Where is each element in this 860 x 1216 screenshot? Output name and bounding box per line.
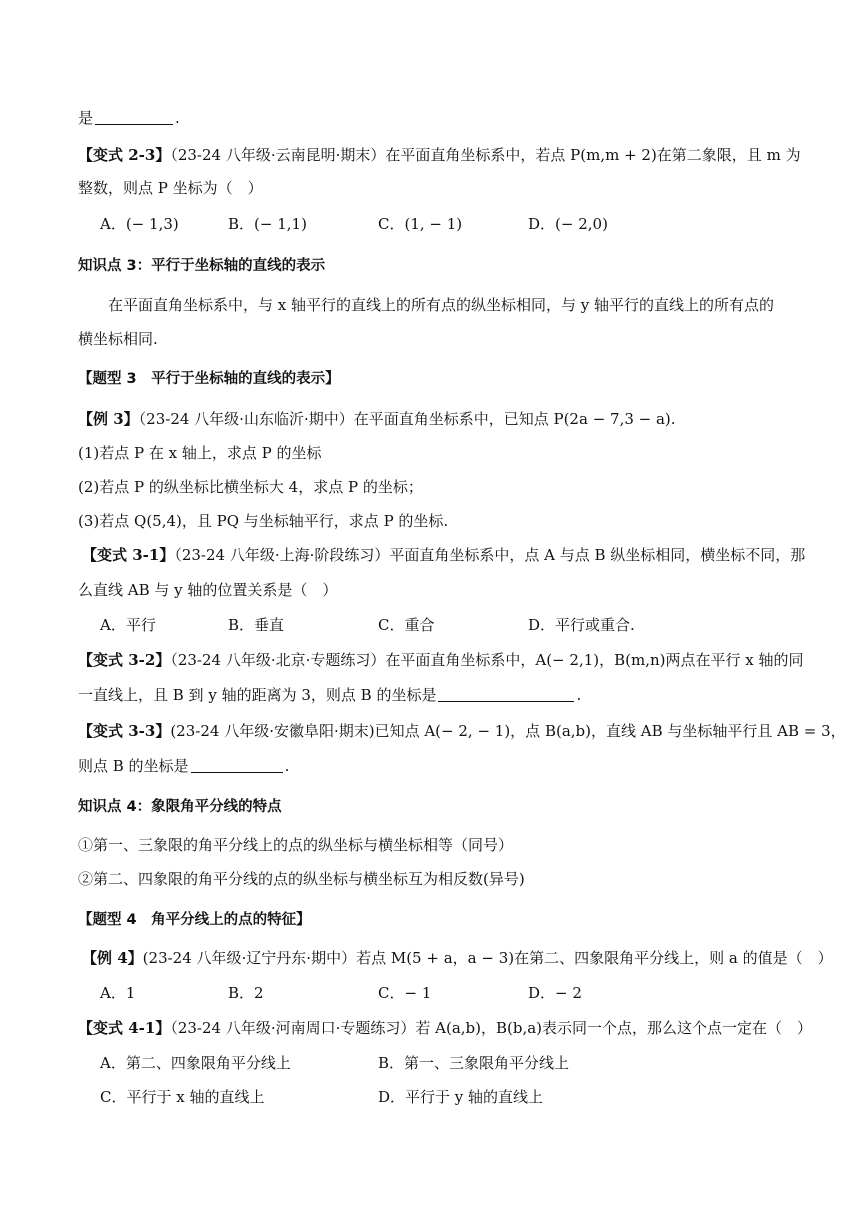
option-a: A．第二、四象限角平分线上: [100, 1054, 291, 1072]
question-text: 则点 B 的坐标是: [78, 757, 189, 775]
knowledge-point-4-text-line1: ①第一、三象限的角平分线上的点的纵坐标与横坐标相等（同号）: [78, 836, 514, 854]
option-b: B．2: [228, 984, 264, 1002]
period: .: [576, 686, 582, 704]
variant-4-1-line1: [78, 1018, 812, 1038]
answer-suffix: .: [175, 109, 180, 127]
question-text: (23-24 八年级·辽宁丹东·期中）若点 M(5 + a，a − 3)在第二、四象限角平分线上，则 a 的值是（ ）: [142, 949, 833, 967]
question-text: （23-24 八年级·上海·阶段练习）平面直角坐标系中，点 A 与点 B 纵坐标相同，横坐标不同，那: [174, 546, 806, 564]
variant-3-1-line2: 么直线 AB 与 y 轴的位置关系是（ ）: [78, 581, 338, 599]
example-3-part1: (1)若点 P 在 x 轴上，求点 P 的坐标: [78, 444, 322, 462]
variant-tag: 【变式 3-2】: [78, 651, 171, 669]
question-text: （23-24 八年级·河南周口·专题练习）若 A(a,b)，B(b,a)表示同一个点，那么这个点一定在（ ）: [170, 1019, 813, 1037]
variant-tag: 【变式 4-1】: [78, 1019, 171, 1037]
option-c: C．重合: [378, 616, 435, 634]
variant-3-3-line1: [78, 721, 846, 741]
option-a: A．1: [100, 984, 136, 1002]
knowledge-point-3-title: 知识点 3：平行于坐标轴的直线的表示: [78, 258, 326, 274]
example-3-part3: (3)若点 Q(5,4)，且 PQ 与坐标轴平行，求点 P 的坐标.: [78, 512, 449, 530]
variant-3-1-line1: [82, 545, 805, 565]
answer-blank: [438, 687, 574, 702]
option-c: C．平行于 x 轴的直线上: [100, 1088, 265, 1106]
option-b: B．垂直: [228, 616, 285, 634]
option-a: A．(− 1,3): [100, 215, 179, 233]
option-d: D．(− 2,0): [528, 215, 608, 233]
period: .: [284, 757, 290, 775]
option-d: D．平行于 y 轴的直线上: [378, 1088, 544, 1106]
variant-3-2-line1: [78, 650, 803, 670]
option-d: D．平行或重合.: [528, 616, 635, 634]
example-3-part2: (2)若点 P 的纵坐标比横坐标大 4，求点 P 的坐标；: [78, 478, 423, 496]
knowledge-point-3-text-line1: 在平面直角坐标系中，与 x 轴平行的直线上的所有点的纵坐标相同，与 y 轴平行的直线上的所有点的: [108, 296, 775, 314]
variant-tag: 【变式 3-3】: [78, 722, 171, 740]
question-text: （23-24 八年级·北京·专题练习）在平面直角坐标系中，A(− 2,1)，B(m,n)两点在平行 x 轴的同: [170, 651, 804, 669]
variant-tag: 【变式 2-3】: [78, 146, 171, 164]
question-type-4-title: 【题型 4 角平分线上的点的特征】: [78, 912, 311, 928]
question-type-3-title: 【题型 3 平行于坐标轴的直线的表示】: [78, 371, 340, 387]
example-4-line1: [82, 948, 833, 968]
example-tag: 【例 3】: [78, 410, 139, 428]
example-tag: 【例 4】: [82, 949, 143, 967]
question-text: （23-24 八年级·山东临沂·期中）在平面直角坐标系中，已知点 P(2a − 7,3 − a).: [138, 410, 676, 428]
knowledge-point-3-text-line2: 横坐标相同.: [78, 330, 158, 348]
variant-tag: 【变式 3-1】: [82, 546, 175, 564]
variant-2-3-line2: 整数，则点 P 坐标为（ ）: [78, 179, 263, 197]
answer-blank: [191, 758, 283, 773]
option-c: C．− 1: [378, 984, 432, 1002]
knowledge-point-4-text-line2: ②第二、四象限的角平分线的点的纵坐标与横坐标互为相反数(异号): [78, 870, 525, 888]
knowledge-point-4-title: 知识点 4：象限角平分线的特点: [78, 799, 282, 815]
question-text: 一直线上，且 B 到 y 轴的距离为 3，则点 B 的坐标是: [78, 686, 437, 704]
continued-answer-line: [78, 108, 180, 128]
option-a: A．平行: [100, 616, 156, 634]
variant-3-3-line2: [78, 756, 289, 776]
question-text: (23-24 八年级·安徽阜阳·期末)已知点 A(− 2, − 1)，点 B(a,b)，直线 AB 与坐标轴平行且 AB = 3，: [170, 722, 846, 740]
option-b: B．(− 1,1): [228, 215, 307, 233]
variant-3-2-line2: [78, 685, 581, 705]
answer-blank: [95, 110, 173, 125]
variant-2-3-line1: [78, 145, 801, 165]
option-d: D．− 2: [528, 984, 582, 1002]
answer-prefix: 是: [78, 109, 94, 127]
option-b: B．第一、三象限角平分线上: [378, 1054, 570, 1072]
example-3-line1: [78, 409, 676, 429]
question-text: （23-24 八年级·云南昆明·期末）在平面直角坐标系中，若点 P(m,m + 2)在第二象限，且 m 为: [170, 146, 801, 164]
option-c: C．(1, − 1): [378, 215, 463, 233]
